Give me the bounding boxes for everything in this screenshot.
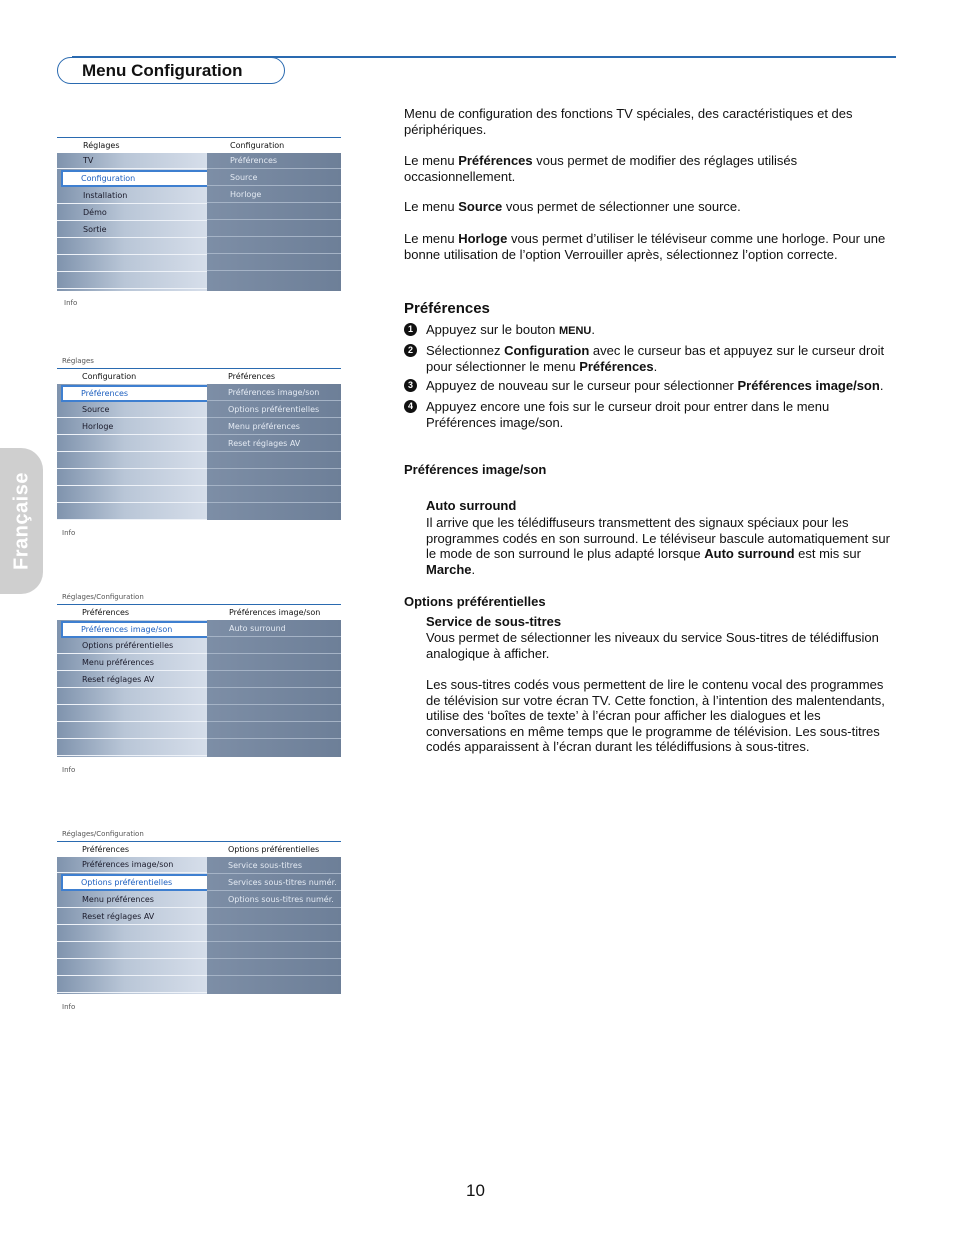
tv-menu-screen-1: [57, 137, 341, 291]
menu-item: [57, 256, 207, 272]
screen3-crumb: Réglages/Configuration: [62, 593, 144, 601]
preferences-heading: Préférences: [404, 300, 490, 317]
intro-paragraph-1: Menu de configuration des fonctions TV spéciales, des caractéristiques et des périphériques.: [404, 106, 853, 137]
submenu-item: [207, 487, 341, 503]
header-right: Préférences image/son: [229, 608, 321, 617]
screen-header: [57, 137, 341, 154]
menu-item: [57, 723, 207, 739]
menu-item[interactable]: Horloge: [57, 419, 207, 435]
menu-item[interactable]: Menu préférences: [57, 892, 207, 908]
submenu-item: [207, 255, 341, 271]
menu-item: [57, 943, 207, 959]
header-left: Configuration: [82, 372, 137, 381]
menu-item[interactable]: Menu préférences: [57, 655, 207, 671]
submenu-item: [207, 672, 341, 688]
screen-header: [57, 841, 341, 858]
menu-item-selected[interactable]: Options préférentielles: [61, 874, 211, 891]
submenu-item: [207, 926, 341, 942]
menu-item: [57, 689, 207, 705]
left-menu-panel: [57, 620, 207, 757]
tv-menu-screen-4: [57, 841, 341, 994]
options-heading: Options préférentielles: [404, 594, 546, 609]
service-paragraph-1: Vous permet de sélectionner les niveaux du service Sous-titres de télédiffusion analogique à afficher.: [426, 630, 879, 661]
intro-paragraph-2: Le menu Préférences vous permet de modifier des réglages utilisés occasionnellement.: [404, 153, 798, 184]
language-tab-label: Française: [10, 472, 32, 570]
submenu-item: [207, 221, 341, 237]
submenu-item[interactable]: Source: [207, 170, 341, 186]
intro-paragraph-3: Le menu Source vous permet de sélectionner une source.: [404, 199, 741, 214]
menu-item: [57, 740, 207, 756]
menu-item[interactable]: Démo: [57, 205, 207, 221]
right-menu-panel: [207, 384, 341, 520]
menu-item: [57, 436, 207, 452]
screen-header: [57, 604, 341, 621]
menu-item[interactable]: Reset réglages AV: [57, 672, 207, 688]
page-number: 10: [466, 1181, 485, 1200]
submenu-item[interactable]: Reset réglages AV: [207, 436, 341, 452]
submenu-item: [207, 943, 341, 959]
header-right: Options préférentielles: [228, 845, 320, 854]
submenu-item[interactable]: Services sous-titres numér.: [207, 875, 341, 891]
right-menu-panel: [207, 620, 341, 757]
menu-item: [57, 926, 207, 942]
submenu-item[interactable]: Options sous-titres numér.: [207, 892, 341, 908]
menu-item: [57, 239, 207, 255]
submenu-item[interactable]: Préférences image/son: [207, 385, 341, 401]
submenu-item: [207, 655, 341, 671]
submenu-item[interactable]: Menu préférences: [207, 419, 341, 435]
screen2-info: Info: [62, 529, 76, 537]
submenu-item: [207, 909, 341, 925]
menu-item: [57, 960, 207, 976]
auto-surround-text: Il arrive que les télédiffuseurs transmettent des signaux spéciaux pour les programmes codés en son surround. Le téléviseur bascule automatiquement sur le mode de son surround le plus adapté lorsque Auto surround est mis sur Marche.: [426, 515, 890, 577]
menu-item[interactable]: Source: [57, 402, 207, 418]
submenu-item: [207, 638, 341, 654]
menu-item[interactable]: Sortie: [57, 222, 207, 238]
header-right: Préférences: [228, 372, 276, 381]
step-number: 2: [404, 344, 417, 357]
menu-item: [57, 487, 207, 503]
submenu-item: [207, 723, 341, 739]
submenu-item: [207, 689, 341, 705]
submenu-item[interactable]: Auto surround: [207, 621, 341, 637]
menu-item[interactable]: Options préférentielles: [57, 638, 207, 654]
submenu-item: [207, 453, 341, 469]
submenu-item: [207, 238, 341, 254]
language-tab: [0, 448, 43, 594]
step-number: 4: [404, 400, 417, 413]
tv-menu-screen-2: [57, 368, 341, 520]
submenu-item[interactable]: Options préférentielles: [207, 402, 341, 418]
menu-item-selected[interactable]: Configuration: [61, 170, 211, 187]
menu-item[interactable]: TV: [57, 153, 207, 169]
screen2-crumb: Réglages: [62, 357, 94, 365]
left-menu-panel: [57, 857, 207, 994]
menu-item: [57, 273, 207, 289]
menu-item-selected[interactable]: Préférences image/son: [61, 621, 211, 638]
menu-item: [57, 504, 207, 520]
screen3-info: Info: [62, 766, 76, 774]
menu-item-selected[interactable]: Préférences: [61, 385, 211, 402]
header-left: Préférences: [82, 845, 130, 854]
menu-item: [57, 470, 207, 486]
header-left: Préférences: [82, 608, 130, 617]
submenu-item[interactable]: Préférences: [207, 153, 341, 169]
submenu-item[interactable]: Service sous-titres: [207, 858, 341, 874]
tv-menu-screen-3: [57, 604, 341, 757]
header-left: Réglages: [83, 141, 120, 150]
menu-item: [57, 977, 207, 993]
screen-header: [57, 368, 341, 385]
right-menu-panel: [207, 153, 341, 291]
menu-item[interactable]: Installation: [57, 188, 207, 204]
step-number: 3: [404, 379, 417, 392]
menu-item[interactable]: Reset réglages AV: [57, 909, 207, 925]
auto-surround-title: Auto surround: [426, 498, 517, 513]
menu-item: [57, 453, 207, 469]
service-title: Service de sous-titres: [426, 614, 562, 629]
screen4-crumb: Réglages/Configuration: [62, 830, 144, 838]
screen4-info: Info: [62, 1003, 76, 1011]
service-paragraph-2: Les sous-titres codés vous permettent de lire le contenu vocal des programmes de télévision sur votre écran TV. Cette fonction, à l’intention des malentendants, utilise des ‘boîtes de texte’ à l’écran pour afficher les dialogues et les conversations en même temps que le programme de télévision. Les sous-titres codés apparaissent à l’écran durant les télédiffusions à sous-titres.: [426, 677, 885, 754]
step-number: 1: [404, 323, 417, 336]
right-menu-panel: [207, 857, 341, 994]
page-title: Menu Configuration: [57, 57, 285, 84]
menu-item: [57, 706, 207, 722]
menu-item[interactable]: Préférences image/son: [57, 857, 207, 873]
submenu-item: [207, 204, 341, 220]
header-right: Configuration: [230, 141, 285, 150]
intro-paragraph-4: Le menu Horloge vous permet d’utiliser le téléviseur comme une horloge. Pour une bonne utilisation de l’option Verrouiller après, sélectionnez l’option correcte.: [404, 231, 886, 262]
submenu-item[interactable]: Horloge: [207, 187, 341, 203]
image-son-heading: Préférences image/son: [404, 462, 547, 477]
left-menu-panel: [57, 384, 207, 520]
screen1-info: Info: [64, 299, 78, 307]
left-menu-panel: [57, 153, 207, 291]
submenu-item: [207, 470, 341, 486]
submenu-item: [207, 706, 341, 722]
submenu-item: [207, 960, 341, 976]
